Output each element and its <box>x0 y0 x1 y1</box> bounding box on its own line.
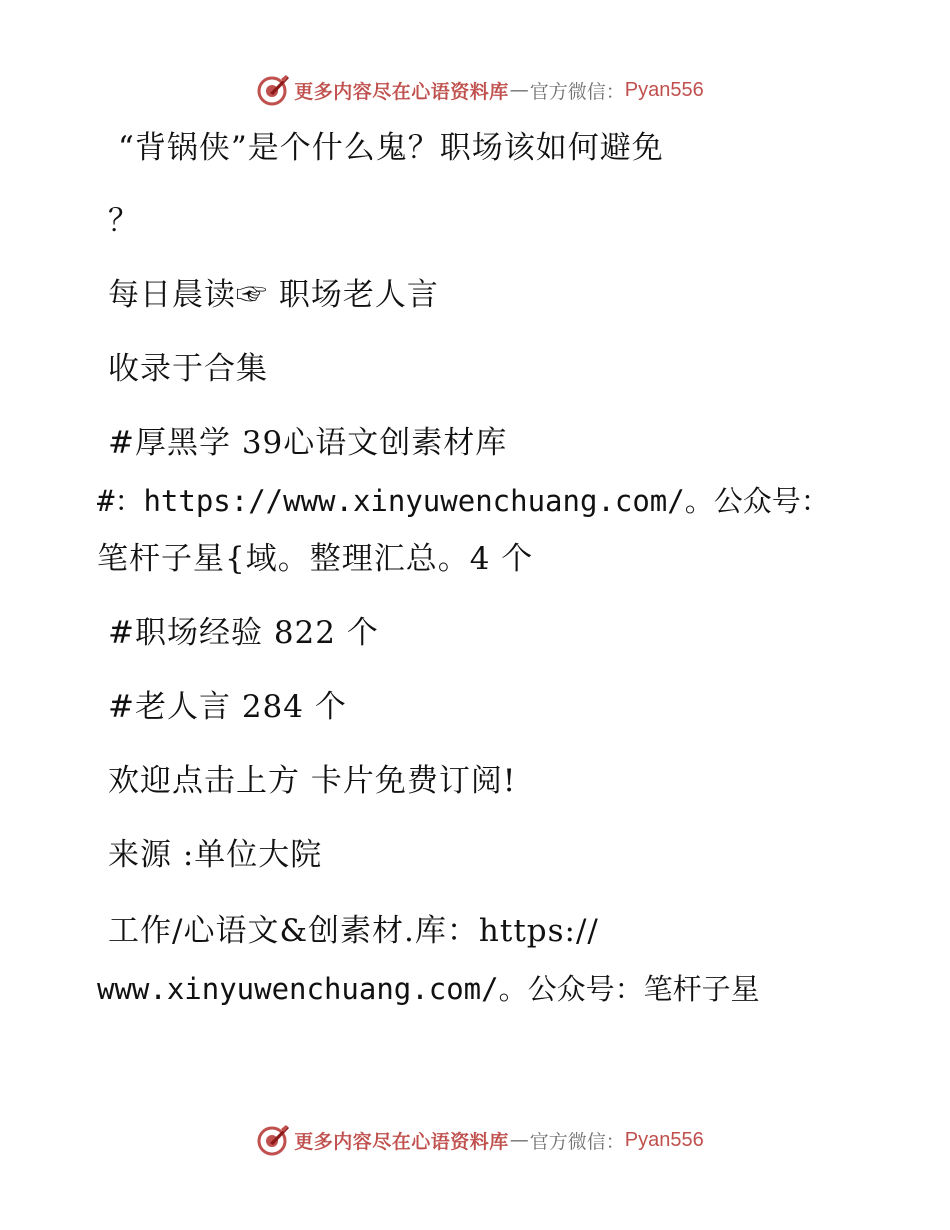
url-line-4: www.xinyuwenchuang.com/。公众号：笔杆子星 <box>97 972 760 1006</box>
doc-title-line-2: ？ <box>108 203 140 239</box>
header-banner <box>0 70 950 110</box>
url-line-1: #：https://www.xinyuwenchuang.com/。公众号： <box>97 484 830 518</box>
tag-houheixue: #厚黑学 39心语文创素材库 <box>108 425 508 461</box>
banner-wechat-id: Pyan556 <box>624 1128 704 1151</box>
doc-title-line-1: “背锅侠”是个什么鬼？职场该如何避免 <box>118 130 664 166</box>
banner-wechat-label: 官方微信： <box>529 80 625 103</box>
footer-banner <box>0 1120 950 1160</box>
quill-logo-icon <box>256 73 290 107</box>
banner-wechat-label: 官方微信： <box>529 1130 625 1153</box>
daily-reading-line: 每日晨读☞ 职场老人言 <box>108 277 439 313</box>
collection-label: 收录于合集 <box>108 351 268 387</box>
quill-logo-icon <box>256 1123 290 1157</box>
url-line-3: 工作/心语文&创素材.库：https:// <box>108 913 599 949</box>
url-line-2: 笔杆子星{域。整理汇总。4 个 <box>97 541 534 577</box>
banner-title: 更多内容尽在心语资料库 <box>294 1130 509 1153</box>
banner-wechat-id: Pyan556 <box>624 78 704 101</box>
banner-dash: — <box>509 79 529 101</box>
source-line: 来源 :单位大院 <box>108 837 323 873</box>
tag-elder-words: #老人言 284 个 <box>108 689 347 725</box>
subscribe-line: 欢迎点击上方 卡片免费订阅! <box>108 763 517 799</box>
tag-workplace-experience: #职场经验 822 个 <box>108 615 379 651</box>
banner-dash: — <box>509 1129 529 1151</box>
banner-title: 更多内容尽在心语资料库 <box>294 80 509 103</box>
